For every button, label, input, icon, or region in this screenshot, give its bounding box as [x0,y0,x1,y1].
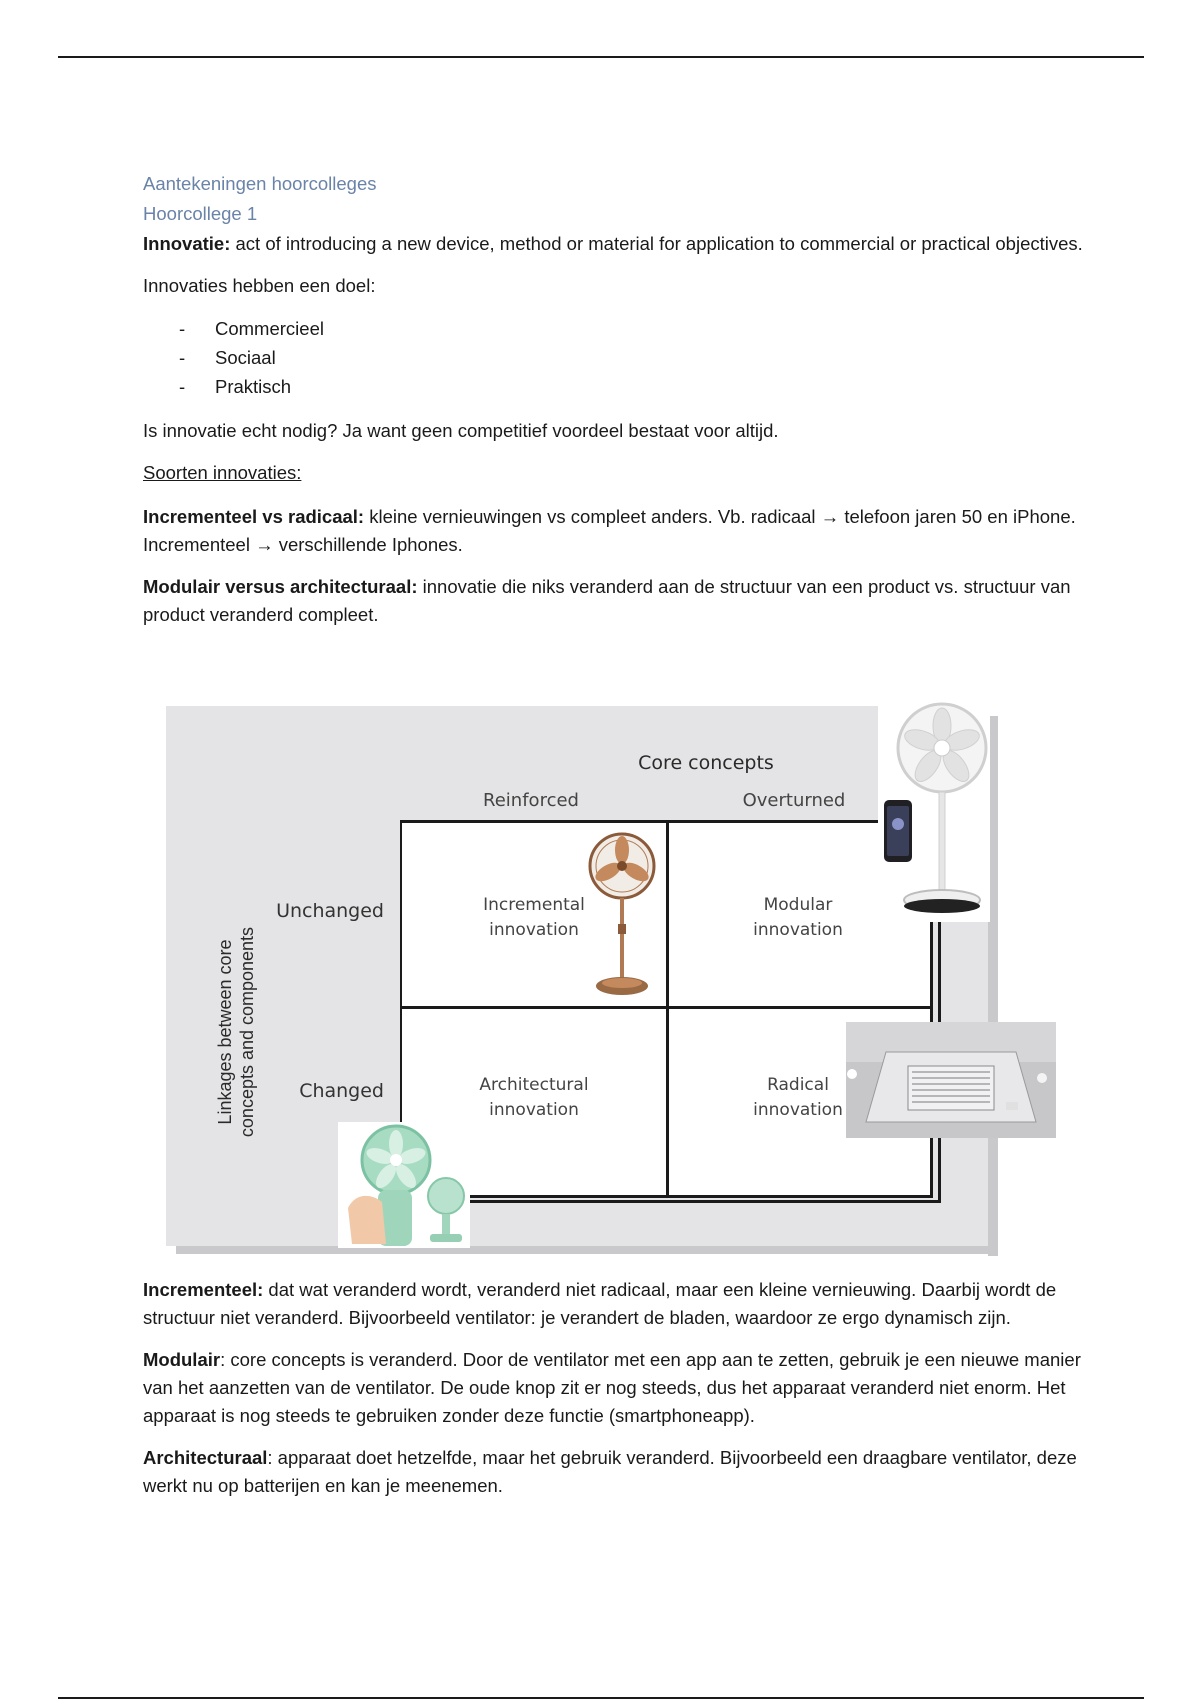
heading-soorten: Soorten innovaties: [143,462,302,483]
term-innovatie: Innovatie: [143,233,231,254]
def-incr-radicaal: kleine vernieuwingen vs compleet anders. Vb. radicaal → telefoon jaren 50 en iPhone. Incrementeel → verschillende Iphones. [143,506,1076,555]
term-incrementeel: Incrementeel: [143,1279,264,1300]
paragraph-architecturaal [143,1444,1083,1500]
figure-shadow [176,1246,998,1254]
col-label-reinforced: Reinforced [483,790,579,811]
list-item [143,314,1083,343]
list-item-label: Commercieel [215,318,324,339]
heading-hoorcollege: Hoorcollege 1 [143,203,258,224]
term-modulair-arch: Modulair versus architecturaal: [143,576,418,597]
list-item [143,343,1083,372]
paragraph-doel-intro: Innovaties hebben een doel: [143,275,376,296]
def-modulair: : core concepts is veranderd. Door de ventilator met een app aan te zetten, gebruik je een nieuwe manier van het aanzetten van de ventilator. De oude knop zit er nog steeds, dus het apparaat veranderd niet enorm. Het apparaat is nog steeds te gebruiken zonder deze functie (smartphoneapp). [143,1349,1081,1426]
list-item [143,372,1083,401]
handheld-fan-image [338,1122,470,1248]
heading-aantekeningen: Aantekeningen hoorcolleges [143,173,377,194]
dash-mark: - [179,347,186,368]
paragraph-innovatie [143,230,1083,258]
list-item-label: Praktisch [215,376,292,397]
bottom-rule [58,1697,1144,1699]
top-rule [58,56,1144,58]
core-concepts-title: Core concepts [638,752,774,774]
paragraph-modulair-arch [143,573,1083,629]
cell-incremental-line1: Incremental [483,895,585,915]
cell-radical-line1: Radical [767,1075,829,1095]
grid-divider-vertical [666,823,669,1195]
doelen-list [143,314,1083,401]
y-axis-line2: concepts and components [237,926,257,1138]
term-architecturaal: Architecturaal [143,1447,268,1468]
cell-incremental-line2: innovation [489,920,579,940]
def-modulair-arch: innovatie die niks veranderd aan de structuur van een product vs. structuur van product veranderd compleet. [143,576,1071,625]
paragraph-incrementeel [143,1276,1083,1332]
cell-modular-line2: innovation [753,920,843,940]
paragraph-modulair [143,1346,1083,1430]
cell-radical-line2: innovation [753,1100,843,1120]
cell-architectural [434,1073,634,1123]
innovation-matrix-figure [166,706,1056,1252]
term-incr-radicaal: Incrementeel vs radicaal: [143,506,365,527]
cell-modular [698,893,898,943]
y-axis-line1: Linkages between core [215,939,235,1125]
cell-modular-line1: Modular [763,895,833,915]
paragraph-question: Is innovatie echt nodig? Ja want geen competitief voordeel bestaat voor altijd. [143,420,779,441]
dash-mark: - [179,376,186,397]
document-body [143,168,1083,629]
copper-fan-image [584,832,660,1002]
row-label-changed: Changed [299,1080,384,1102]
def-architecturaal: : apparaat doet hetzelfde, maar het gebruik veranderd. Bijvoorbeeld een draagbare ventilator, deze werkt nu op batterijen en kan je meenemen. [143,1447,1077,1496]
term-modulair: Modulair [143,1349,221,1370]
def-incrementeel: dat wat veranderd wordt, veranderd niet radicaal, maar een kleine vernieuwing. Daarbij wordt de structuur niet veranderd. Bijvoorbeeld ventilator: je verandert de bladen, waardoor ze ergo dynamisch zijn. [143,1279,1057,1328]
list-item-label: Sociaal [215,347,276,368]
dash-mark: - [179,318,186,339]
grid-divider-horizontal [402,1006,930,1009]
smart-fan-image [878,700,990,922]
paragraph-incr-radicaal [143,503,1083,559]
matrix-grid [400,820,933,1198]
cell-architectural-line2: innovation [489,1100,579,1120]
col-label-overturned: Overturned [742,790,846,811]
def-innovatie: act of introducing a new device, method or material for application to commercial or practical objectives. [230,233,1083,254]
cell-architectural-line1: Architectural [479,1075,589,1095]
ceiling-ac-image [846,1022,1056,1138]
row-label-unchanged: Unchanged [276,900,384,922]
document-body-continued [143,1276,1083,1500]
